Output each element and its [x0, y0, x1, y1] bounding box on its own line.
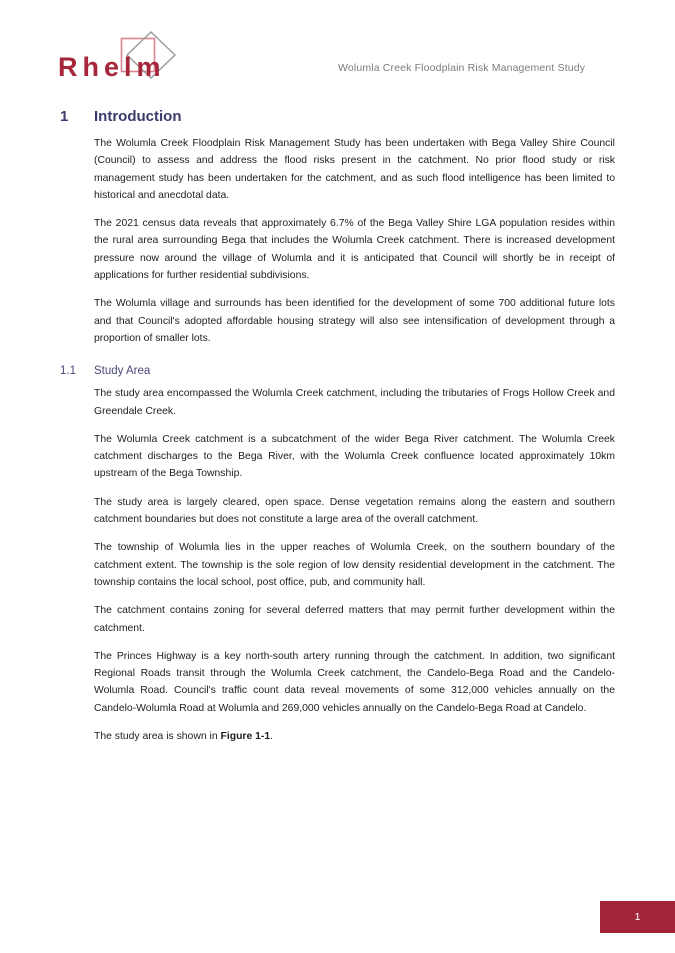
paragraph: The Princes Highway is a key north-south artery running through the catchment. In addition, two significant Regional Roads transit through the Wolumla Creek catchment, the Candelo-Bega Road and the Candelo-Wolumla Road. Council's traffic count data reveal movements of some 312,000 vehicles annually on the Candelo-Wolumla Road at Wolumla and 269,000 vehicles annually on the Candelo-Bega Road at Candelo. [94, 650, 615, 714]
rhelm-logo [58, 30, 258, 92]
page-number-badge [600, 901, 675, 933]
paragraph: The 2021 census data reveals that approximately 6.7% of the Bega Valley Shire LGA population resides within the rural area surrounding Bega that includes the Wolumla Creek catchment. There is increased development pressure now around the village of Wolumla and it is anticipated that Council will shortly be in receipt of applications for further residential subdivisions. [94, 218, 615, 282]
logo-wordmark: Rhelm [58, 52, 166, 82]
paragraph: The township of Wolumla lies in the upper reaches of Wolumla Creek, on the southern boundary of the catchment extent. The township is the sole region of low density residential development in the catchment. The township contains the local school, post office, pub, and community hall. [94, 542, 615, 588]
document-header-title: Wolumla Creek Floodplain Risk Management Study [338, 62, 586, 74]
paragraph: The study area encompassed the Wolumla Creek catchment, including the tributaries of Frogs Hollow Creek and Greendale Creek. [94, 388, 615, 417]
subsection-number: 1.1 [60, 365, 76, 378]
paragraph: The Wolumla Creek Floodplain Risk Management Study has been undertaken with Bega Valley Shire Council (Council) to assess and address the flood risks present in the catchment. No prior flood study or risk management study has been undertaken for the catchment, and as such flood intelligence has been limited to historical and anecdotal data. [94, 138, 615, 201]
paragraph: The Wolumla village and surrounds has been identified for the development of some 700 additional future lots and that Council's adopted affordable housing strategy will also see intensification of development through a proportion of smaller lots. [94, 298, 615, 344]
figure-ref-suffix: . [270, 731, 274, 743]
page-number-value: 1 [634, 911, 641, 923]
paragraph: The catchment contains zoning for several deferred matters that may permit further development within the catchment. [94, 605, 615, 634]
section-number: 1 [60, 108, 69, 125]
page-header [0, 28, 675, 90]
paragraph: The Wolumla Creek catchment is a subcatchment of the wider Bega River catchment. The Wolumla Creek catchment discharges to the Bega River, with the Wolumla Creek confluence located approximately 10km upstream of the Bega Township. [94, 433, 615, 480]
paragraph: The study area is largely cleared, open space. Dense vegetation remains along the eastern and southern catchment boundaries but does not constitute a large area of the overall catchment. [94, 496, 615, 526]
section-title: Introduction [94, 108, 182, 125]
document-content [0, 108, 675, 745]
figure-ref-prefix: The study area is shown in [94, 731, 221, 743]
section-heading-1 [0, 108, 675, 125]
subsection-title: Study Area [94, 365, 151, 378]
figure-ref-label: Figure 1-1 [220, 731, 271, 743]
section-heading-1-1 [0, 365, 675, 377]
figure-reference-paragraph [94, 728, 615, 745]
